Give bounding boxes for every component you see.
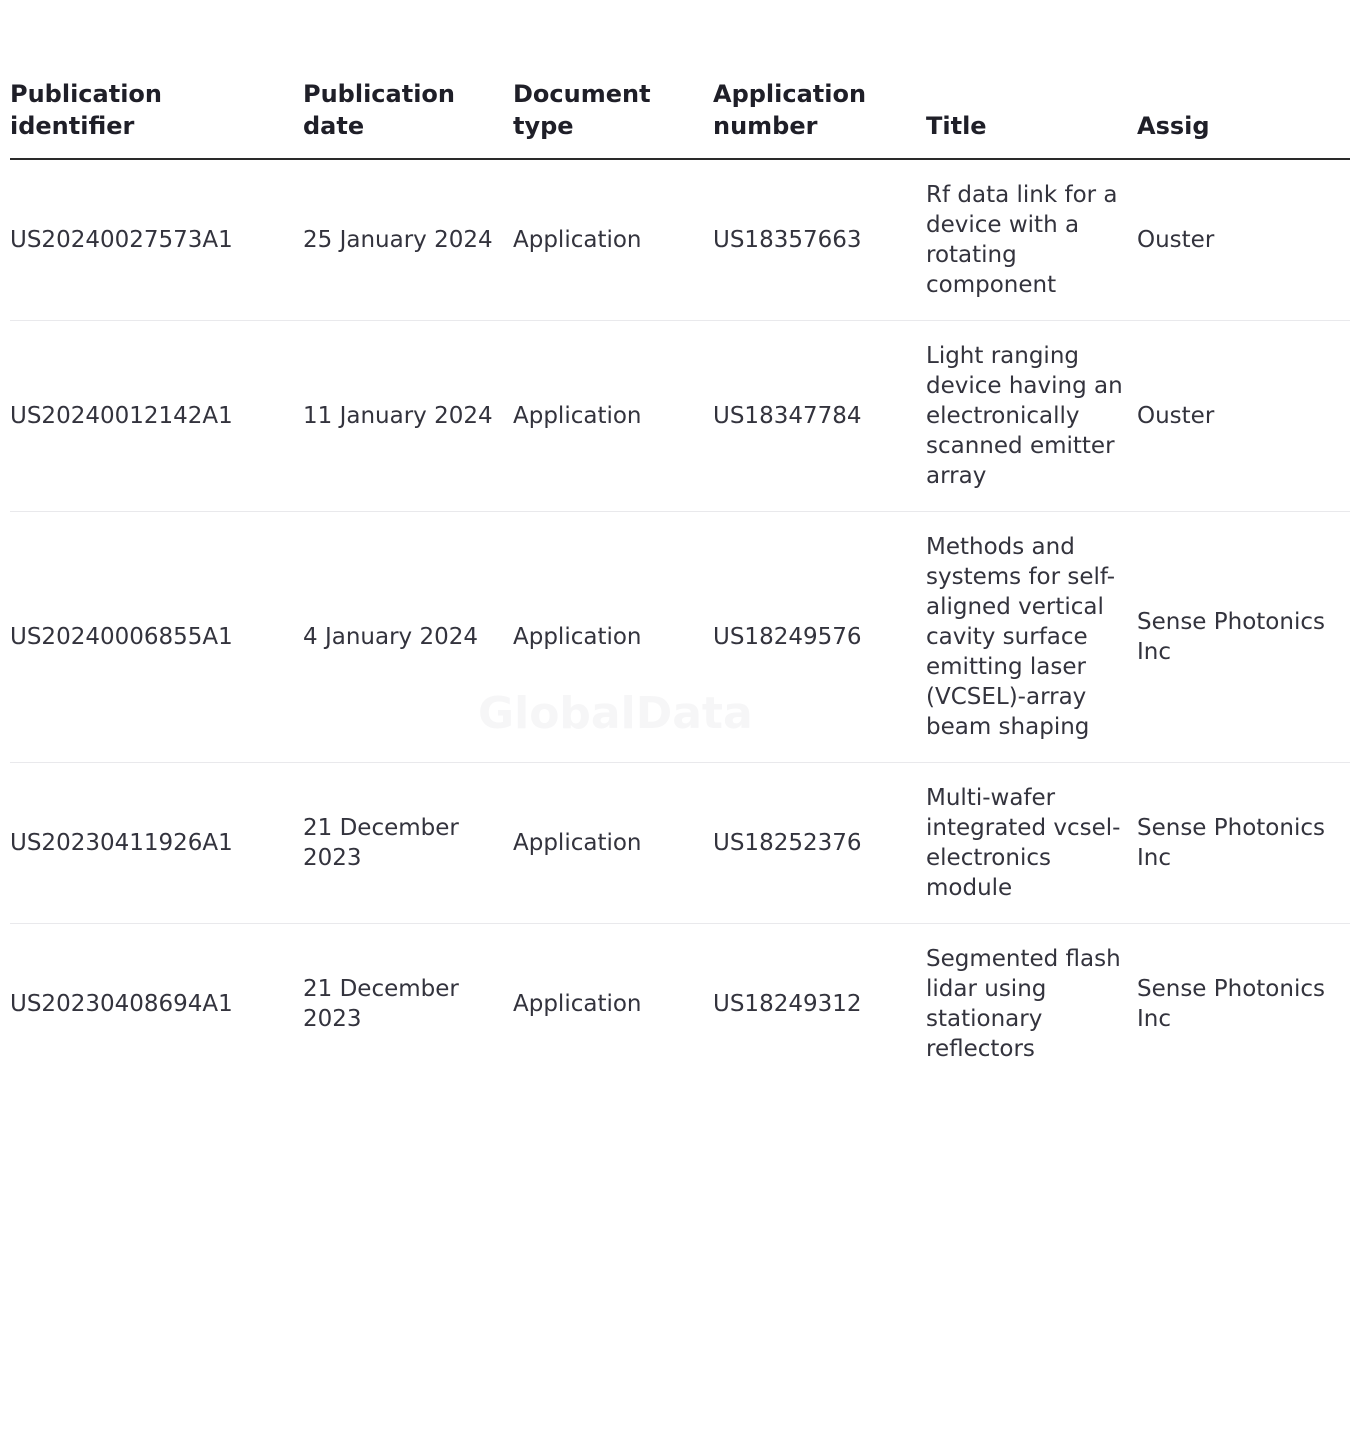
cell-publication-identifier: US20230408694A1 [10, 991, 233, 1017]
cell-publication-identifier: US20240027573A1 [10, 159, 303, 321]
cell-application-number: US18357663 [713, 159, 926, 321]
header-title: Title [926, 78, 1137, 159]
table-row [10, 763, 1350, 924]
table-body [10, 159, 1350, 1084]
patent-table [10, 78, 1350, 1084]
cell-assignee: Ouster [1137, 159, 1350, 321]
cell-publication-date: 25 January 2024 [303, 159, 513, 321]
header-publication-identifier: Publication identifier [10, 78, 303, 159]
cell-publication-date: 11 January 2024 [303, 321, 513, 512]
table-row [10, 924, 1350, 1085]
patent-table-container [10, 78, 1325, 1084]
header-publication-date: Publication date [303, 78, 513, 159]
cell-publication-identifier: US20230411926A1 [10, 763, 303, 924]
cell-title: Methods and systems for self-aligned vertical cavity surface emitting laser (VCSEL)-array beam shaping [926, 512, 1137, 763]
table-row [10, 159, 1350, 321]
cell-publication-date: 21 December 2023 [303, 976, 459, 1032]
cell-title: Multi-wafer integrated vcsel-electronics module [926, 763, 1137, 924]
cell-title: Segmented flash lidar using stationary reflectors [926, 946, 1121, 1062]
cell-assignee: Sense Photonics Inc [1137, 763, 1350, 924]
cell-document-type: Application [513, 159, 713, 321]
cell-document-type: Application [513, 763, 713, 924]
cell-application-number: US18252376 [713, 763, 926, 924]
header-assignee: Assig [1137, 78, 1350, 159]
header-application-number: Application number [713, 78, 926, 159]
header-document-type: Document type [513, 78, 713, 159]
header-row [10, 78, 1350, 159]
table-header [10, 78, 1350, 159]
cell-document-type: Application [513, 991, 642, 1017]
cell-assignee: Sense Photonics Inc [1137, 512, 1350, 763]
cell-publication-date: 4 January 2024 [303, 512, 513, 763]
cell-application-number: US18249576 [713, 512, 926, 763]
cell-assignee: Sense Photonics Inc [1137, 976, 1325, 1032]
cell-publication-date: 21 December 2023 [303, 763, 513, 924]
table-row [10, 512, 1350, 763]
cell-application-number: US18249312 [713, 991, 862, 1017]
table-row [10, 321, 1350, 512]
cell-publication-identifier: US20240006855A1 [10, 512, 303, 763]
cell-title: Rf data link for a device with a rotating component [926, 159, 1137, 321]
watermark-logo: GlobalData [478, 688, 753, 739]
cell-document-type: Application [513, 512, 713, 763]
cell-document-type: Application [513, 321, 713, 512]
cell-application-number: US18347784 [713, 321, 926, 512]
cell-title: Light ranging device having an electronically scanned emitter array [926, 321, 1137, 512]
cell-assignee: Ouster [1137, 321, 1350, 512]
cell-publication-identifier: US20240012142A1 [10, 321, 303, 512]
